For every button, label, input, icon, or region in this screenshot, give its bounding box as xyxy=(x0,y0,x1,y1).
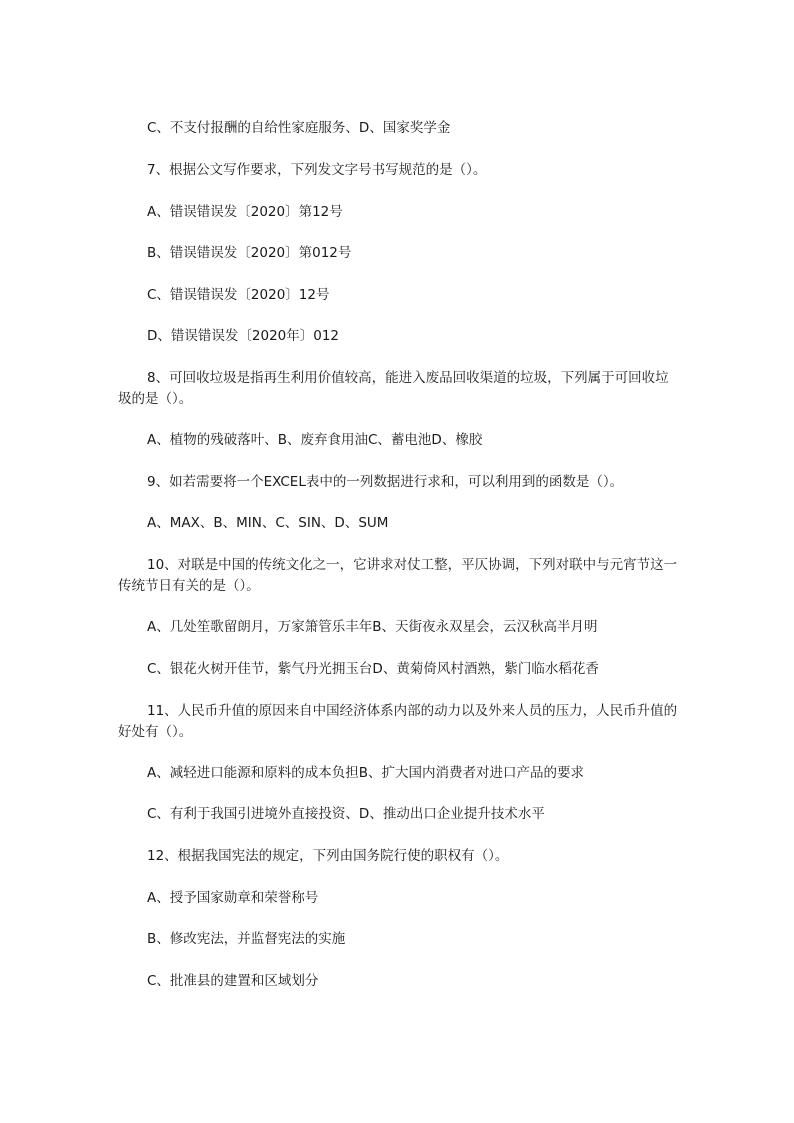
options-8: A、植物的残破落叶、B、废弃食用油C、蓄电池D、橡胶 xyxy=(147,432,483,448)
option-12a: A、授予国家勋章和荣誉称号 xyxy=(147,890,319,906)
option-7d: D、错误错误发〔2020年〕012 xyxy=(147,328,340,344)
question-11: 11、人民币升值的原因来自中国经济体系内部的动力以及外来人员的压力，人民币升值的好处有（）。 xyxy=(118,703,678,740)
options-11cd: C、有利于我国引进境外直接投资、D、推动出口企业提升技术水平 xyxy=(147,806,545,822)
options-10ab: A、几处笙歌留朗月，万家箫管乐丰年B、天街夜永双星会，云汉秋高半月明 xyxy=(147,619,598,635)
option-7a: A、错误错误发〔2020〕第12号 xyxy=(147,204,343,220)
option-7b: B、错误错误发〔2020〕第012号 xyxy=(147,245,352,261)
question-8: 8、可回收垃圾是指再生利用价值较高，能进入废品回收渠道的垃圾，下列属于可回收垃圾的是（）。 xyxy=(118,370,669,407)
question-9: 9、如若需要将一个EXCEL表中的一列数据进行求和，可以利用到的函数是（）。 xyxy=(147,474,624,490)
option-12c: C、批准县的建置和区域划分 xyxy=(147,973,319,989)
options-11ab: A、减轻进口能源和原料的成本负担B、扩大国内消费者对进口产品的要求 xyxy=(147,765,584,781)
option-7c: C、错误错误发〔2020〕12号 xyxy=(147,287,330,303)
question-7: 7、根据公文写作要求，下列发文字号书写规范的是（）。 xyxy=(147,162,487,178)
option-12b: B、修改宪法，并监督宪法的实施 xyxy=(147,931,346,947)
question-12: 12、根据我国宪法的规定，下列由国务院行使的职权有（）。 xyxy=(147,848,509,864)
options-10cd: C、银花火树开佳节，紫气丹光拥玉台D、黄菊倚风村酒熟，紫门临水稻花香 xyxy=(147,661,599,677)
question-10: 10、对联是中国的传统文化之一，它讲求对仗工整，平仄协调，下列对联中与元宵节这一传统节日有关的是（）。 xyxy=(118,557,678,594)
option-line-6c-6d: C、不支付报酬的自给性家庭服务、D、国家奖学金 xyxy=(147,120,451,136)
options-9: A、MAX、B、MIN、C、SIN、D、SUM xyxy=(147,515,389,531)
